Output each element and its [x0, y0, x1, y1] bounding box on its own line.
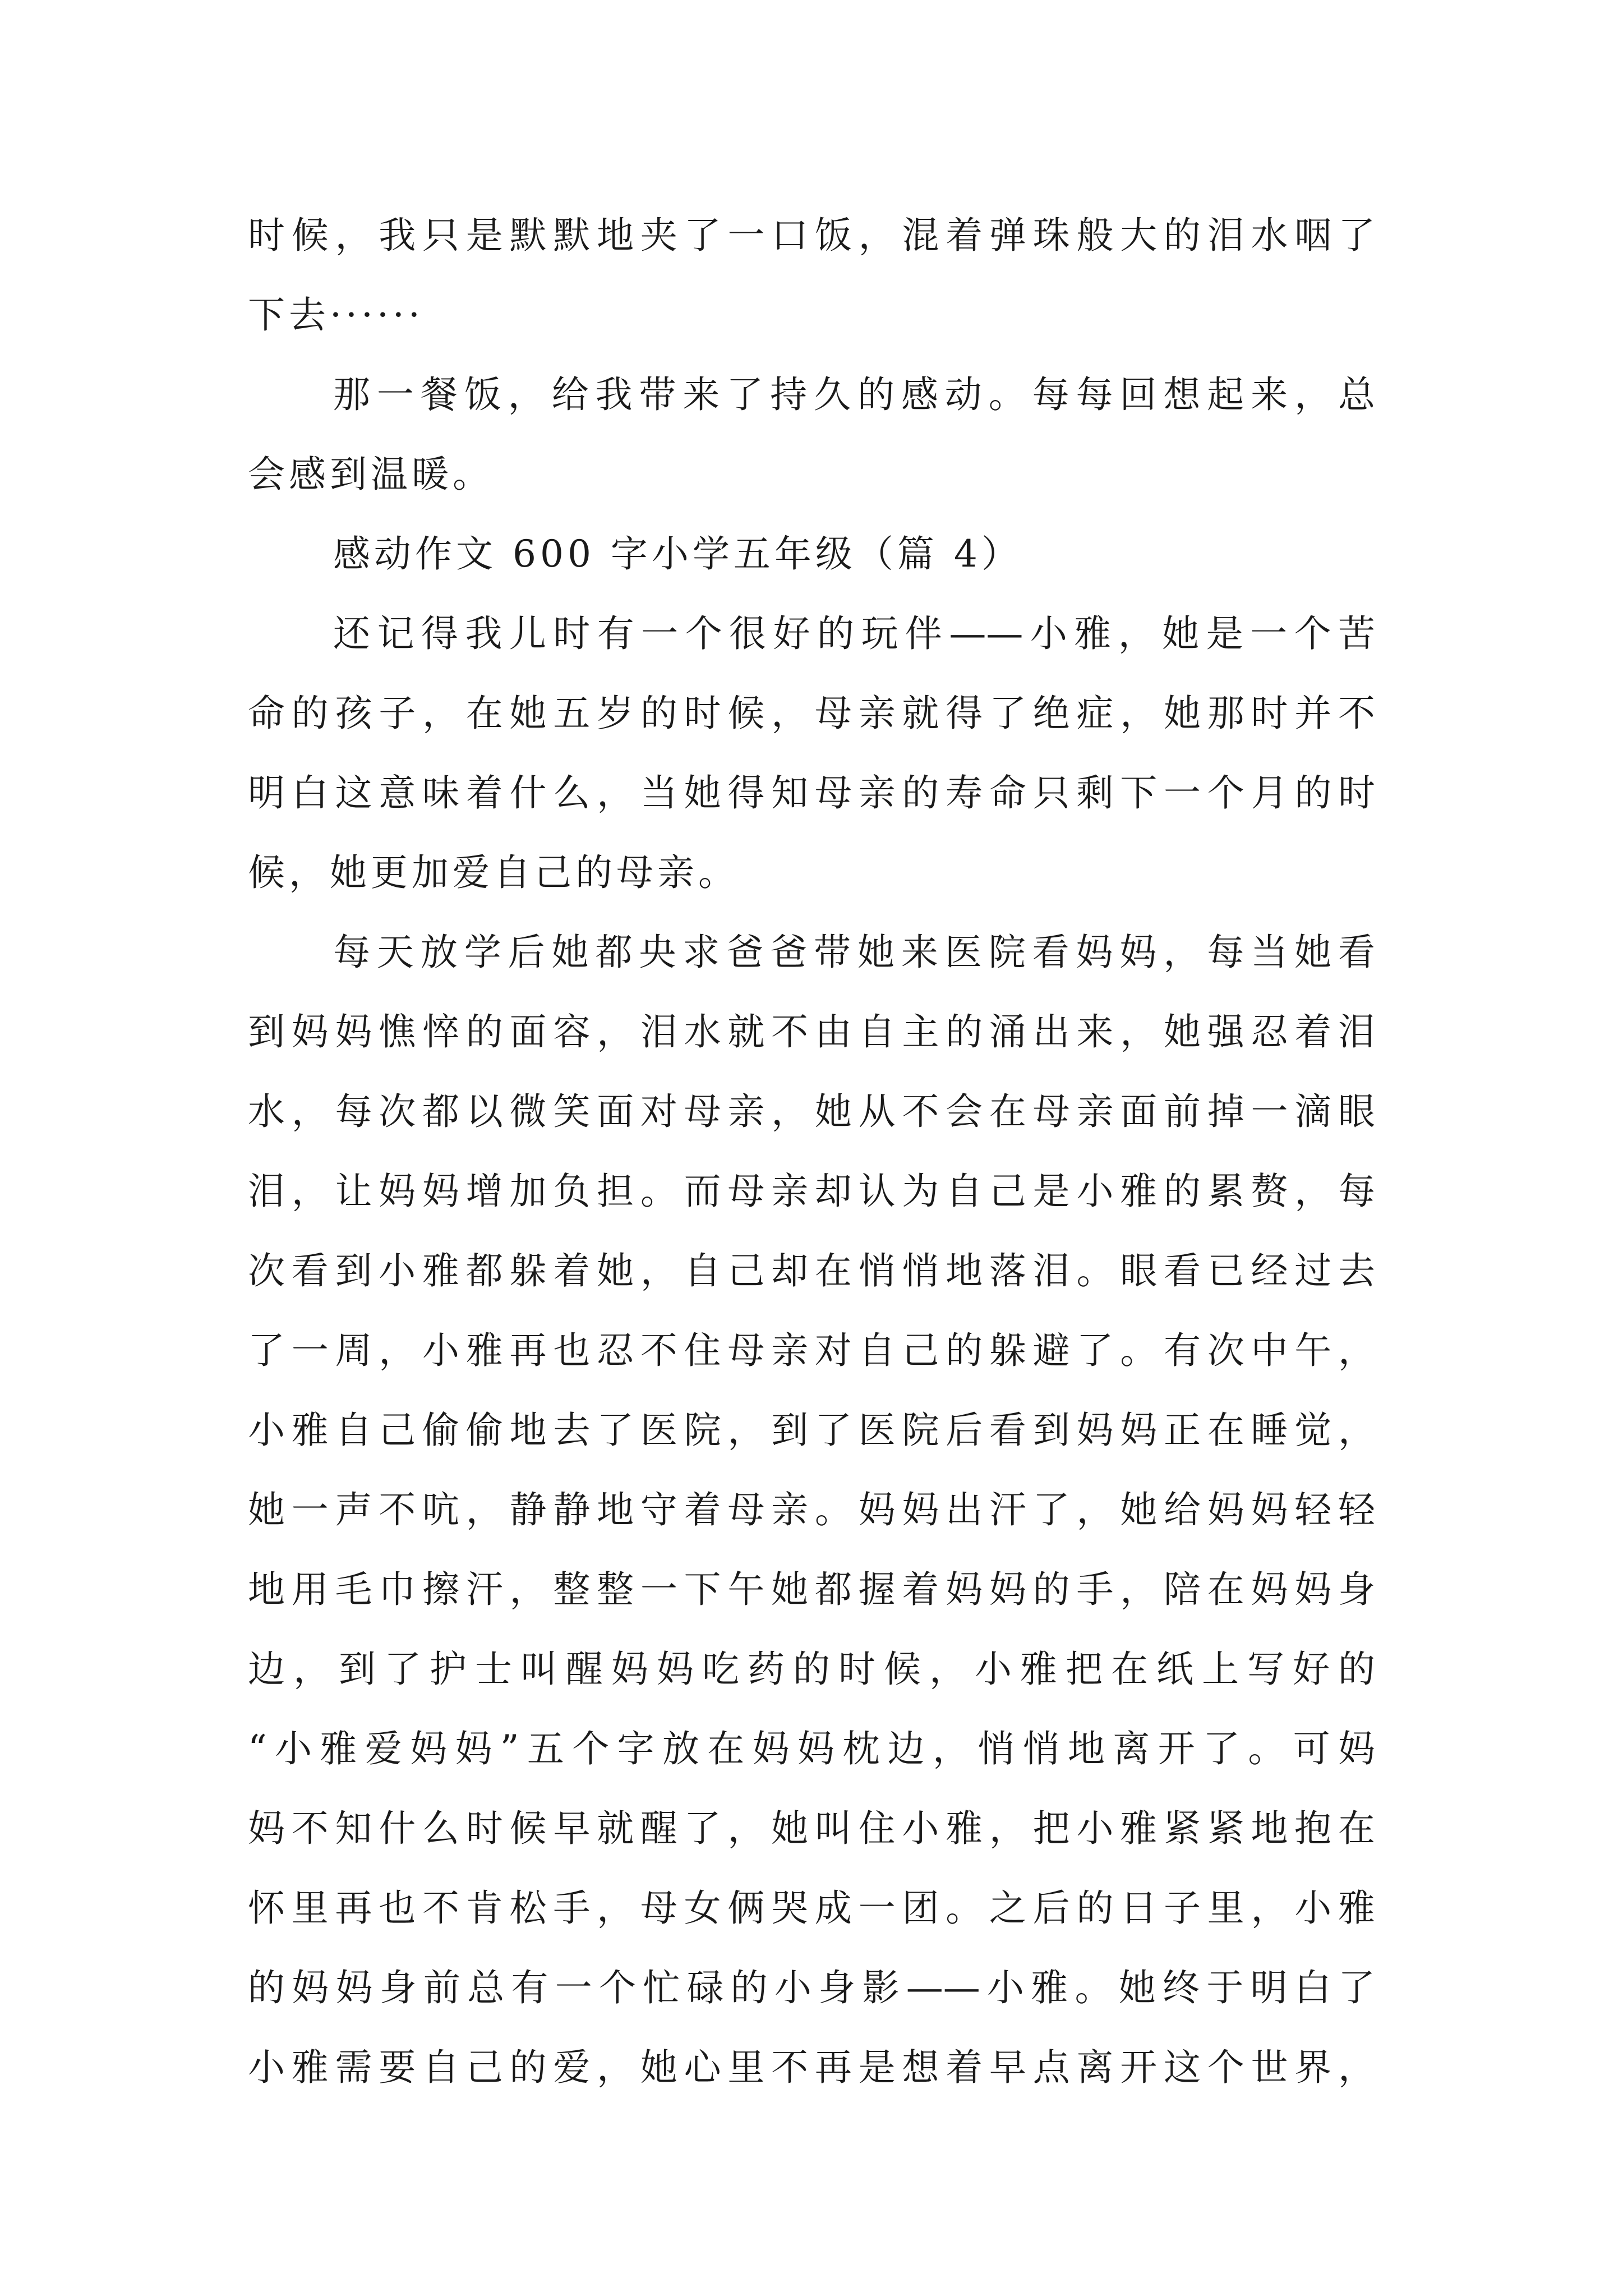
text-line: 明白这意味着什么，当她得知母亲的寿命只剩下一个月的时 — [248, 771, 1375, 815]
text-line: 水，每次都以微笑面对母亲，她从不会在母亲面前掉一滴眼 — [248, 1090, 1375, 1133]
text-line: 妈不知什么时候早就醒了，她叫住小雅，把小雅紧紧地抱在 — [248, 1807, 1375, 1850]
text-line: 每天放学后她都央求爸爸带她来医院看妈妈，每当她看 — [333, 931, 1375, 974]
text-line: 地用毛巾擦汗，整整一下午她都握着妈妈的手，陪在妈妈身 — [248, 1568, 1375, 1611]
text-line: 命的孩子，在她五岁的时候，母亲就得了绝症，她那时并不 — [248, 692, 1375, 735]
section-heading: 感动作文 600 字小学五年级（篇 4） — [333, 532, 1022, 576]
text-line: 怀里再也不肯松手，母女俩哭成一团。之后的日子里，小雅 — [248, 1887, 1375, 1930]
text-line: 还记得我儿时有一个很好的玩伴——小雅，她是一个苦 — [333, 612, 1375, 655]
text-line: 的妈妈身前总有一个忙碌的小身影——小雅。她终于明白了 — [248, 1966, 1375, 2009]
text-line: 那一餐饭，给我带来了持久的感动。每每回想起来，总 — [333, 373, 1375, 416]
text-line: 边，到了护士叫醒妈妈吃药的时候，小雅把在纸上写好的 — [248, 1648, 1375, 1691]
text-line: 下去······ — [248, 293, 424, 337]
text-line: 到妈妈憔悴的面容，泪水就不由自主的涌出来，她强忍着泪 — [248, 1010, 1375, 1053]
text-line: 时候，我只是默默地夹了一口饭，混着弹珠般大的泪水咽了 — [248, 214, 1375, 257]
text-line: “小雅爱妈妈”五个字放在妈妈枕边，悄悄地离开了。可妈 — [248, 1727, 1375, 1770]
text-line: 小雅需要自己的爱，她心里不再是想着早点离开这个世界， — [248, 2046, 1375, 2089]
text-line: 候，她更加爱自己的母亲。 — [248, 851, 739, 894]
text-line: 会感到温暖。 — [248, 453, 494, 496]
text-line: 了一周，小雅再也忍不住母亲对自己的躲避了。有次中午， — [248, 1329, 1375, 1372]
text-line: 她一声不吭，静静地守着母亲。妈妈出汗了，她给妈妈轻轻 — [248, 1488, 1375, 1531]
text-line: 次看到小雅都躲着她，自己却在悄悄地落泪。眼看已经过去 — [248, 1249, 1375, 1292]
text-line: 泪，让妈妈增加负担。而母亲却认为自己是小雅的累赘，每 — [248, 1170, 1375, 1213]
text-line: 小雅自己偷偷地去了医院，到了医院后看到妈妈正在睡觉， — [248, 1409, 1375, 1452]
